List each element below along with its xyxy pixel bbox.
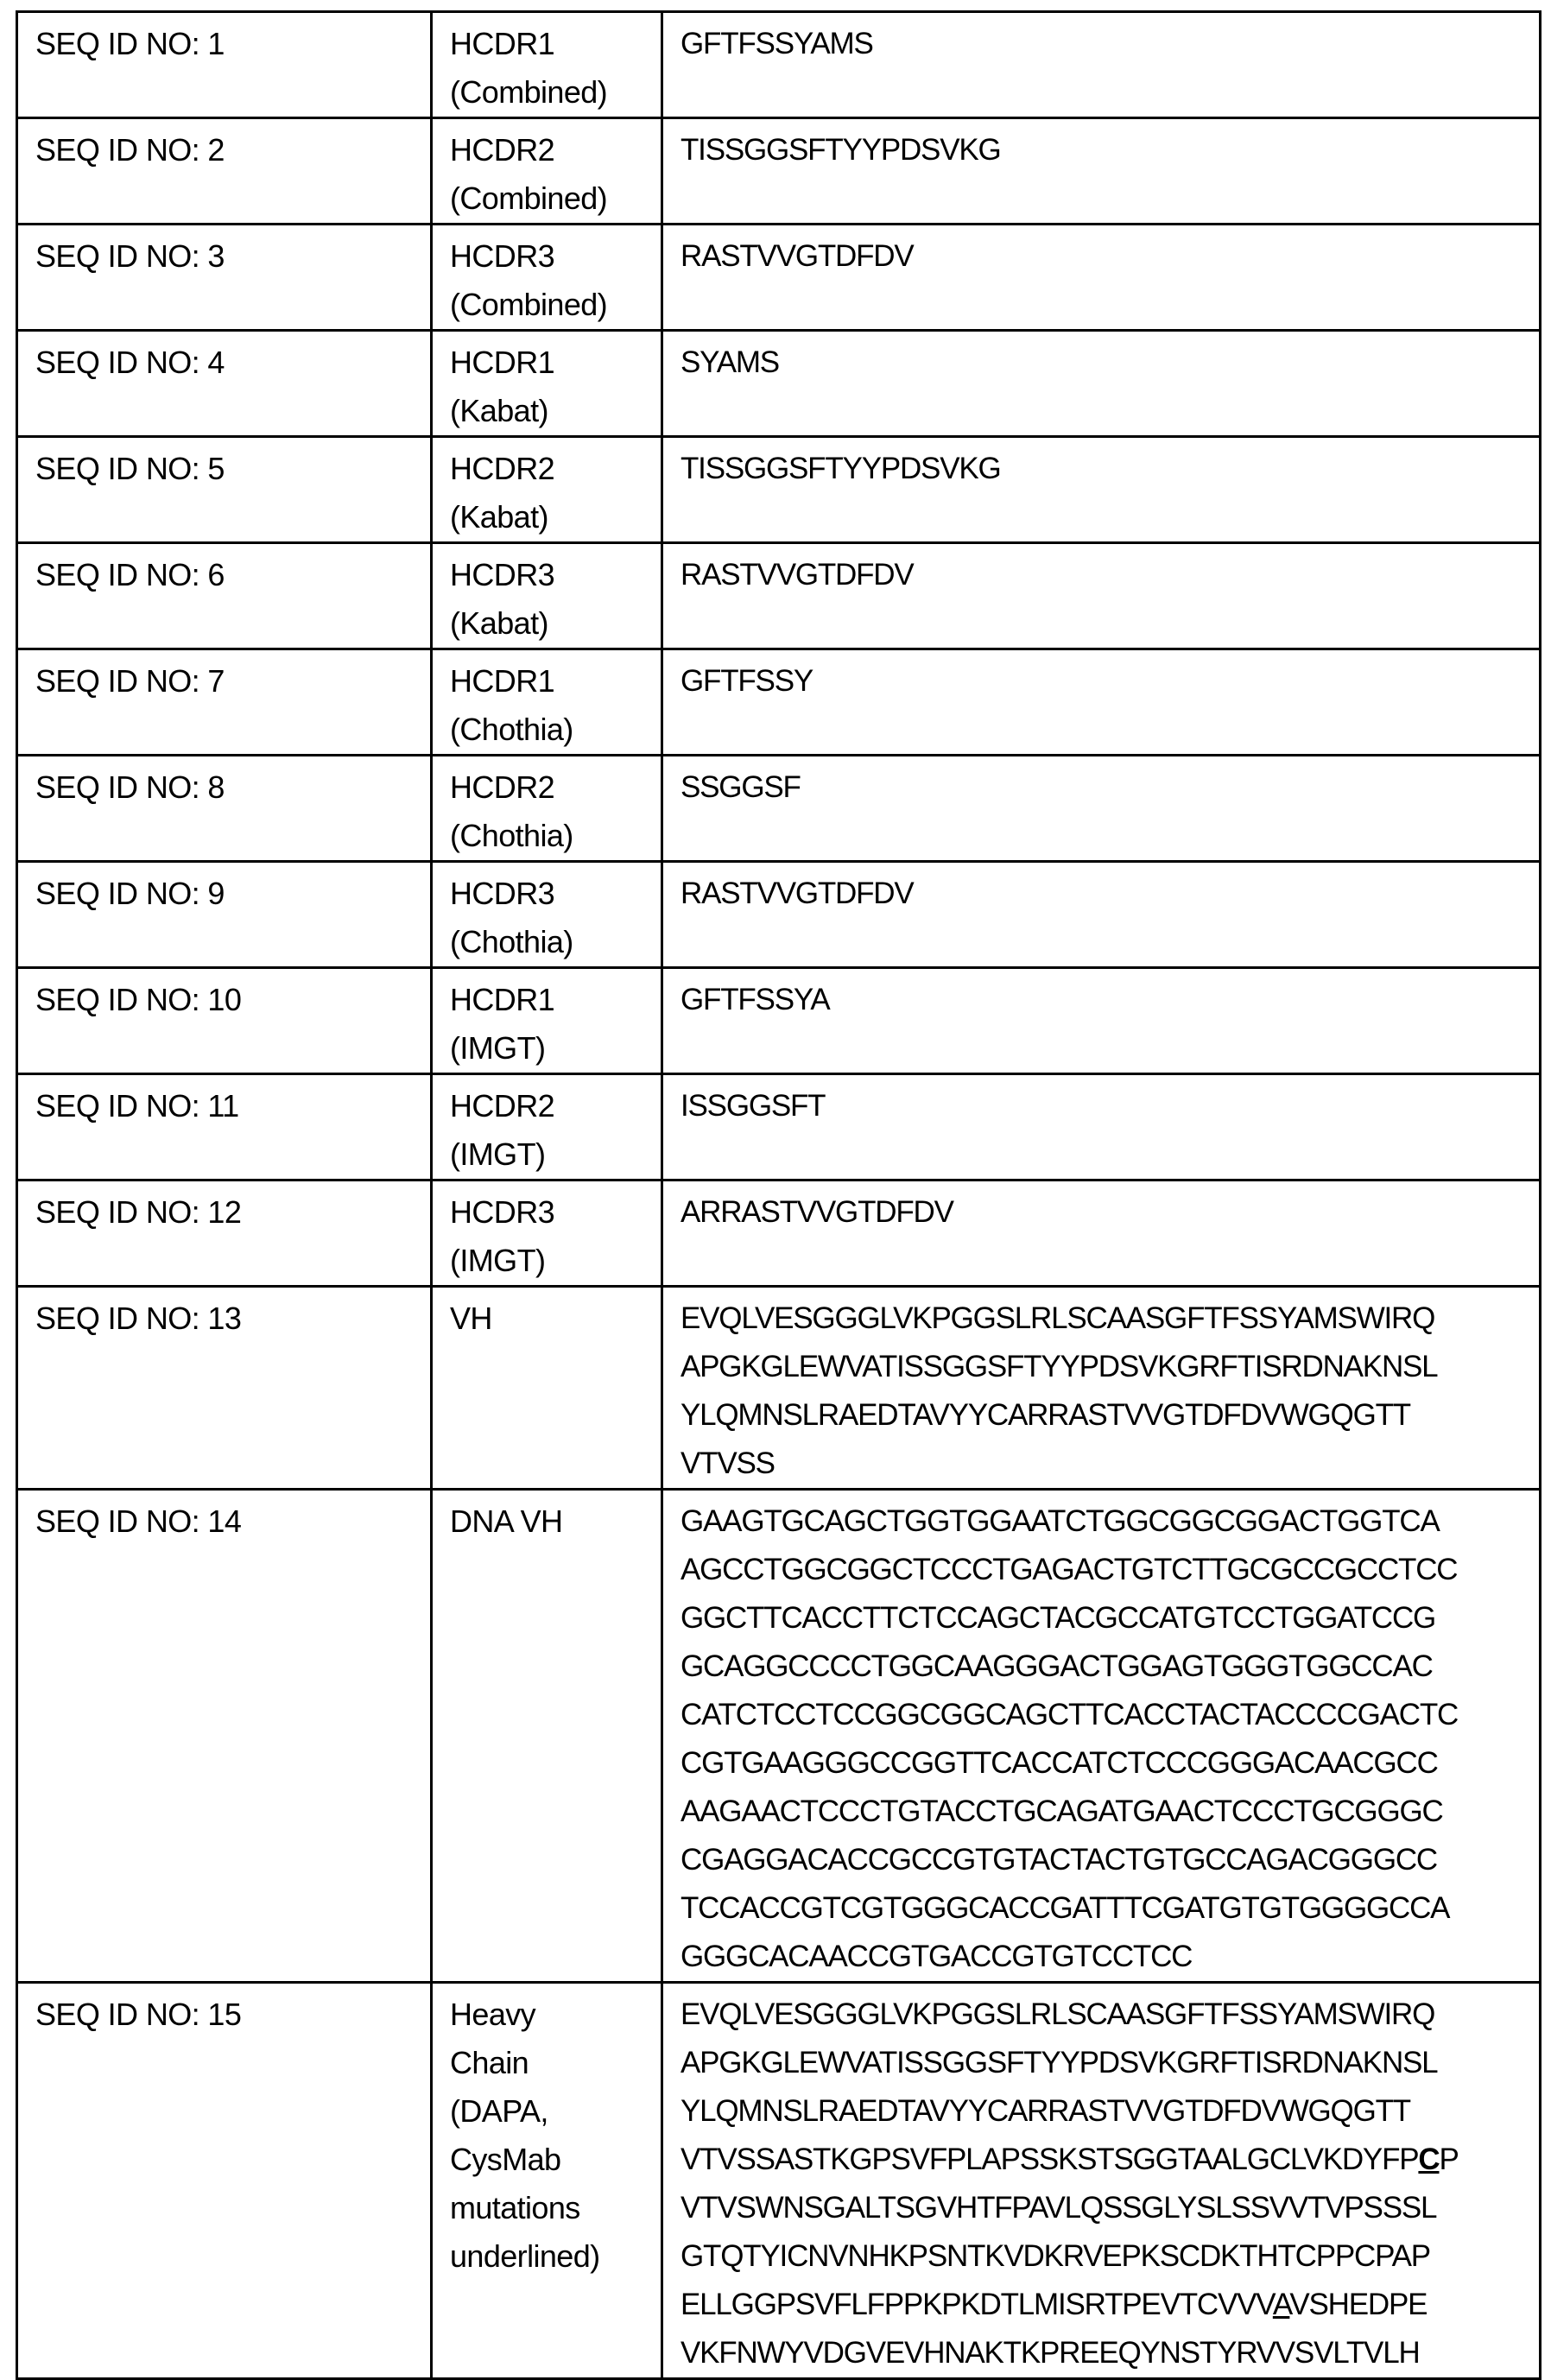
seq-id-cell: SEQ ID NO: 9	[17, 862, 432, 968]
table-row	[17, 1490, 1541, 1983]
sequence-cell	[662, 543, 1541, 649]
description-cell	[432, 331, 662, 437]
description-cell	[432, 437, 662, 543]
description-line: HCDR1	[450, 20, 661, 68]
description-cell	[432, 225, 662, 331]
sequence-cell	[662, 12, 1541, 118]
sequence-line: APGKGLEWVATISSGGSFTYYPDSVKGRFTISRDNAKNSL	[681, 1343, 1539, 1391]
sequence-segment: VSHEDPE	[1289, 2288, 1427, 2321]
sequence-line: GFTFSSYA	[681, 976, 1539, 1024]
sequence-segment: ELLGGPSVFLFPPKPKDTLMISRTPEVTCVVV	[681, 2288, 1273, 2321]
description-line: (Combined)	[450, 174, 661, 223]
sequence-cell	[662, 968, 1541, 1074]
description-line: HCDR3	[450, 551, 661, 599]
sequence-cell	[662, 649, 1541, 756]
sequence-line: RASTVVGTDFDV	[681, 551, 1539, 599]
seq-id-cell: SEQ ID NO: 5	[17, 437, 432, 543]
sequence-cell	[662, 1490, 1541, 1983]
mutation-residue: A	[1273, 2288, 1290, 2321]
mutation-residue: C	[1418, 2143, 1439, 2176]
sequence-line: SYAMS	[681, 339, 1539, 387]
sequence-line: YLQMNSLRAEDTAVYYCARRASTVVGTDFDVWGQGTT	[681, 1391, 1539, 1440]
table-row	[17, 331, 1541, 437]
sequence-cell	[662, 756, 1541, 862]
description-line: DNA VH	[450, 1497, 661, 1546]
description-cell	[432, 1074, 662, 1181]
sequence-line: GCAGGCCCCTGGCAAGGGACTGGAGTGGGTGGCCAC	[681, 1643, 1539, 1691]
table-row	[17, 862, 1541, 968]
description-line: (IMGT)	[450, 1024, 661, 1073]
sequence-line: AAGAACTCCCTGTACCTGCAGATGAACTCCCTGCGGGC	[681, 1788, 1539, 1836]
sequence-cell	[662, 1983, 1541, 2379]
description-cell	[432, 1287, 662, 1490]
sequence-line: GTQTYICNVNHKPSNTKVDKRVEPKSCDKTHTCPPCPAP	[681, 2232, 1539, 2281]
sequence-line: EVQLVESGGGLVKPGGSLRLSCAASGFTFSSYAMSWIRQ	[681, 1294, 1539, 1343]
description-line: (IMGT)	[450, 1130, 661, 1179]
seq-id-cell: SEQ ID NO: 8	[17, 756, 432, 862]
sequence-cell	[662, 331, 1541, 437]
seq-id-cell: SEQ ID NO: 15	[17, 1983, 432, 2379]
sequence-line: RASTVVGTDFDV	[681, 232, 1539, 281]
description-line: (Combined)	[450, 68, 661, 117]
sequence-line: GGGCACAACCGTGACCGTGTCCTCC	[681, 1933, 1539, 1981]
seq-id-cell: SEQ ID NO: 7	[17, 649, 432, 756]
description-line: underlined)	[450, 2232, 661, 2281]
table-row	[17, 118, 1541, 225]
sequence-line: CGTGAAGGGCCGGTTCACCATCTCCCGGGACAACGCC	[681, 1739, 1539, 1788]
description-cell	[432, 12, 662, 118]
sequence-line: TISSGGSFTYYPDSVKG	[681, 445, 1539, 493]
description-line: HCDR1	[450, 657, 661, 706]
description-line: HCDR2	[450, 763, 661, 812]
sequence-segment: P	[1439, 2143, 1458, 2176]
description-cell	[432, 649, 662, 756]
description-line: (DAPA,	[450, 2087, 661, 2136]
description-line: HCDR1	[450, 976, 661, 1024]
description-line: (Kabat)	[450, 387, 661, 435]
description-cell	[432, 756, 662, 862]
description-line: (IMGT)	[450, 1237, 661, 1285]
description-line: HCDR3	[450, 232, 661, 281]
sequence-line	[681, 2136, 1539, 2184]
description-line: (Chothia)	[450, 812, 661, 860]
sequence-cell	[662, 225, 1541, 331]
seq-id-cell: SEQ ID NO: 11	[17, 1074, 432, 1181]
sequence-line: CGAGGACACCGCCGTGTACTACTGTGCCAGACGGGCC	[681, 1836, 1539, 1884]
sequence-line: RASTVVGTDFDV	[681, 870, 1539, 918]
description-cell	[432, 1983, 662, 2379]
description-line: HCDR2	[450, 1082, 661, 1130]
seq-id-cell: SEQ ID NO: 14	[17, 1490, 432, 1983]
table-row	[17, 1287, 1541, 1490]
sequence-cell	[662, 1181, 1541, 1287]
seq-id-cell: SEQ ID NO: 4	[17, 331, 432, 437]
table-row	[17, 225, 1541, 331]
sequence-line: GGCTTCACCTTCTCCAGCTACGCCATGTCCTGGATCCG	[681, 1594, 1539, 1643]
sequence-line: TCCACCGTCGTGGGCACCGATTTCGATGTGTGGGGCCA	[681, 1884, 1539, 1933]
description-line: mutations	[450, 2184, 661, 2232]
sequence-line: APGKGLEWVATISSGGSFTYYPDSVKGRFTISRDNAKNSL	[681, 2039, 1539, 2087]
table-row	[17, 543, 1541, 649]
description-line: (Chothia)	[450, 918, 661, 966]
description-line: Heavy	[450, 1991, 661, 2039]
sequence-line: SSGGSF	[681, 763, 1539, 812]
sequence-line	[681, 2281, 1539, 2329]
sequence-line: ISSGGSFT	[681, 1082, 1539, 1130]
sequence-cell	[662, 1287, 1541, 1490]
sequence-line: GAAGTGCAGCTGGTGGAATCTGGCGGCGGACTGGTCA	[681, 1497, 1539, 1546]
sequence-cell	[662, 437, 1541, 543]
sequence-cell	[662, 118, 1541, 225]
description-cell	[432, 968, 662, 1074]
description-line: (Combined)	[450, 281, 661, 329]
description-cell	[432, 1181, 662, 1287]
table-row	[17, 756, 1541, 862]
seq-id-cell: SEQ ID NO: 10	[17, 968, 432, 1074]
sequence-line: CATCTCCTCCGGCGGCAGCTTCACCTACTACCCCGACTC	[681, 1691, 1539, 1739]
seq-id-cell: SEQ ID NO: 13	[17, 1287, 432, 1490]
seq-id-cell: SEQ ID NO: 6	[17, 543, 432, 649]
table-row	[17, 1181, 1541, 1287]
description-cell	[432, 118, 662, 225]
description-line: (Kabat)	[450, 599, 661, 648]
sequence-line: VKFNWYVDGVEVHNAKTKPREEQYNSTYRVVSVLTVLH	[681, 2329, 1539, 2377]
seq-id-cell: SEQ ID NO: 1	[17, 12, 432, 118]
table-row	[17, 1074, 1541, 1181]
sequence-line: VTVSWNSGALTSGVHTFPAVLQSSGLYSLSSVVTVPSSSL	[681, 2184, 1539, 2232]
sequence-cell	[662, 862, 1541, 968]
description-line: (Kabat)	[450, 493, 661, 541]
sequence-line: ARRASTVVGTDFDV	[681, 1188, 1539, 1237]
table-row	[17, 12, 1541, 118]
description-line: VH	[450, 1294, 661, 1343]
sequence-line: YLQMNSLRAEDTAVYYCARRASTVVGTDFDVWGQGTT	[681, 2087, 1539, 2136]
sequence-line: GFTFSSYAMS	[681, 20, 1539, 68]
table-row	[17, 1983, 1541, 2379]
table-row	[17, 968, 1541, 1074]
sequence-line: EVQLVESGGGLVKPGGSLRLSCAASGFTFSSYAMSWIRQ	[681, 1991, 1539, 2039]
sequence-line: GFTFSSY	[681, 657, 1539, 706]
seq-id-cell: SEQ ID NO: 3	[17, 225, 432, 331]
sequence-line: TISSGGSFTYYPDSVKG	[681, 126, 1539, 174]
description-cell	[432, 1490, 662, 1983]
sequence-cell	[662, 1074, 1541, 1181]
description-cell	[432, 862, 662, 968]
description-line: Chain	[450, 2039, 661, 2087]
description-cell	[432, 543, 662, 649]
table-row	[17, 649, 1541, 756]
description-line: CysMab	[450, 2136, 661, 2184]
description-line: HCDR3	[450, 1188, 661, 1237]
seq-id-cell: SEQ ID NO: 12	[17, 1181, 432, 1287]
description-line: HCDR2	[450, 445, 661, 493]
description-line: HCDR3	[450, 870, 661, 918]
sequence-line: VTVSS	[681, 1440, 1539, 1488]
description-line: (Chothia)	[450, 706, 661, 754]
table-row	[17, 437, 1541, 543]
seq-id-cell: SEQ ID NO: 2	[17, 118, 432, 225]
description-line: HCDR2	[450, 126, 661, 174]
sequence-table	[16, 10, 1542, 2380]
sequence-line: AGCCTGGCGGCTCCCTGAGACTGTCTTGCGCCGCCTCC	[681, 1546, 1539, 1594]
description-line: HCDR1	[450, 339, 661, 387]
sequence-segment: VTVSSASTKGPSVFPLAPSSKSTSGGTAALGCLVKDYFP	[681, 2143, 1418, 2176]
